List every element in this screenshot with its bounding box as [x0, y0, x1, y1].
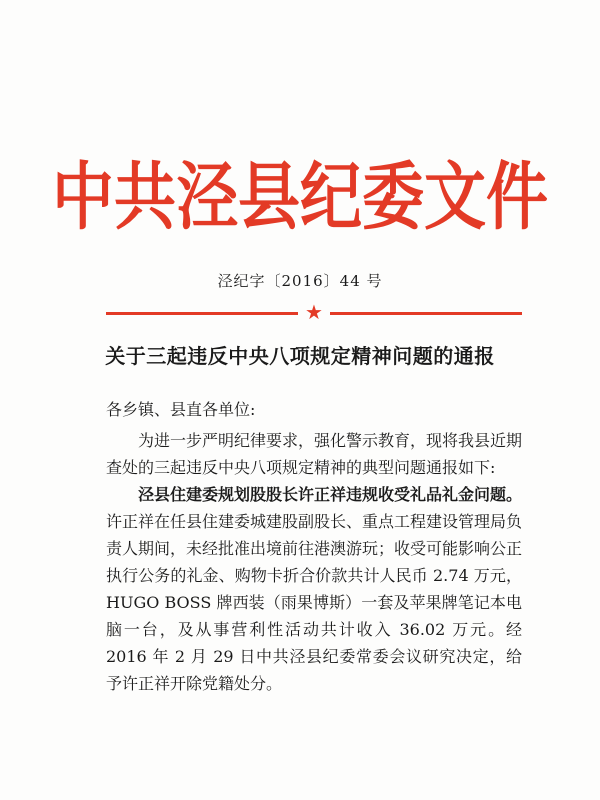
- star-icon: ★: [305, 300, 323, 324]
- document-body: [106, 396, 522, 697]
- divider-line-left: [106, 312, 298, 315]
- case-heading: 泾县住建委规划股股长许正祥违规收受礼品礼金问题。: [138, 485, 523, 504]
- header-divider: [106, 300, 522, 324]
- divider-line-right: [330, 312, 522, 315]
- case-text: 许正祥在任县住建委城建股副股长、重点工程建设管理局负责人期间，未经批准出境前往港澳游玩；收受可能影响公正执行公务的礼金、购物卡折合价款共计人民币 2.74 万元，HUGO BOSS 牌西装（雨果博斯）一套及苹果牌笔记本电脑一台，及从事营利性活动共计收入 36.02 万元。经 2016 年 2 月 29 日中共泾县纪委常委会议研究决定，给予许正祥开除党籍处分。: [106, 512, 523, 693]
- intro-paragraph: 为进一步严明纪律要求，强化警示教育，现将我县近期查处的三起违反中央八项规定精神的典型问题通报如下:: [106, 431, 523, 477]
- document-header-title: 中共泾县纪委文件: [51, 153, 548, 240]
- document-title: 关于三起违反中央八项规定精神问题的通报: [105, 344, 495, 368]
- salutation: 各乡镇、县直各单位:: [106, 400, 256, 419]
- case-paragraph: [106, 481, 522, 697]
- document-number: 泾纪字〔2016〕44 号: [217, 272, 383, 290]
